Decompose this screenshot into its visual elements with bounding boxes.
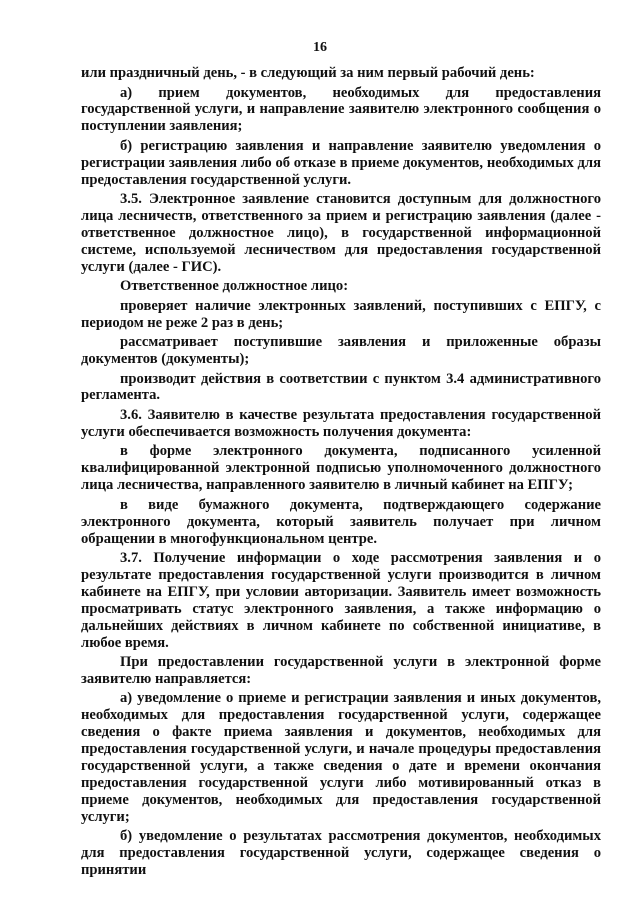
page-number: 16 <box>313 40 327 55</box>
paragraph: При предоставлении государственной услуги в электронной форме заявителю направляется: <box>81 654 601 687</box>
paragraph: 3.5. Электронное заявление становится доступным для должностного лица лесничеств, ответственного за прием и регистрацию заявления (далее - ответственное должностное лицо), в государственной информационной системе, используемой лесничеством для предоставления государственной услуги (далее - ГИС). <box>81 191 601 275</box>
paragraph: Ответственное должностное лицо: <box>120 278 349 295</box>
paragraph: рассматривает поступившие заявления и приложенные образы документов (документы); <box>81 334 601 368</box>
paragraph: в виде бумажного документа, подтверждающего содержание электронного документа, который заявитель получает при личном обращении в многофункциональном центре. <box>81 496 601 547</box>
paragraph: а) уведомление о приеме и регистрации заявления и иных документов, необходимых для предоставления государственной услуги, содержащее сведения о факте приема заявления и документов, необходимых для предоставления государственной услуги, и начале процедуры предоставления государственной услуги, а также сведения о дате и времени окончания предоставления государственной услуги либо мотивированный отказ в приеме документов, необходимых для предоставления государственной услуги; <box>81 690 601 825</box>
paragraph: в форме электронного документа, подписанного усиленной квалифицированной электронной подписью уполномоченного должностного лица лесничества, направленного заявителю в личный кабинет на ЕПГУ; <box>81 443 601 494</box>
paragraph: проверяет наличие электронных заявлений, поступивших с ЕПГУ, с периодом не реже 2 раз в день; <box>81 297 601 331</box>
document-body <box>81 65 601 882</box>
paragraph: или праздничный день, - в следующий за ним первый рабочий день: <box>81 65 535 81</box>
paragraph: б) регистрацию заявления и направление заявителю уведомления о регистрации заявления либо об отказе в приеме документов, необходимых для предоставления государственной услуги. <box>81 137 601 188</box>
paragraph: б) уведомление о результатах рассмотрения документов, необходимых для предоставления государственной услуги, содержащее сведения о принятии <box>81 828 601 879</box>
paragraph: производит действия в соответствии с пунктом 3.4 административного регламента. <box>81 370 601 404</box>
paragraph: а) прием документов, необходимых для предоставления государственной услуги, и направление заявителю электронного сообщения о поступлении заявления; <box>81 84 601 135</box>
paragraph: 3.6. Заявителю в качестве результата предоставления государственной услуги обеспечивается возможность получения документа: <box>81 406 601 440</box>
paragraph: 3.7. Получение информации о ходе рассмотрения заявления и о результате предоставления государственной услуги производится в личном кабинете на ЕПГУ, при условии авторизации. Заявитель имеет возможность просматривать статус электронного заявления, а также информацию о дальнейших действиях в личном кабинете по собственной инициативе, в любое время. <box>81 550 601 651</box>
